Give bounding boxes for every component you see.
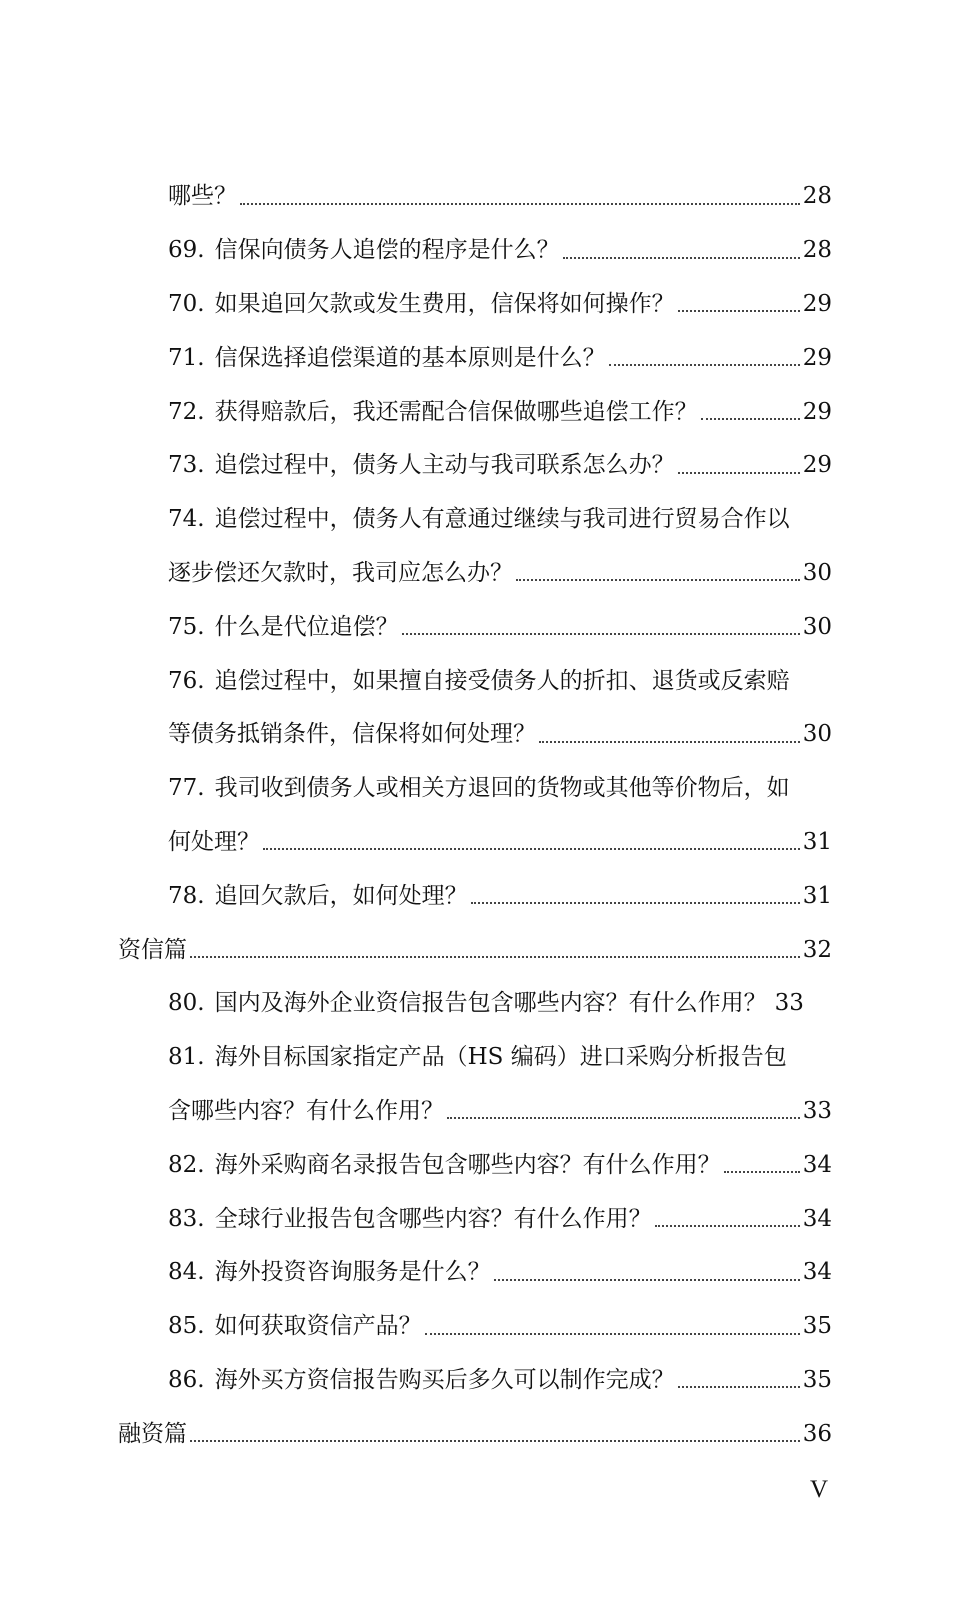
toc-entry-text: 获得赔款后，我还需配合信保做哪些追偿工作？ — [214, 398, 698, 425]
toc-page-number: 30 — [802, 721, 832, 748]
toc-entry-first-line[interactable] — [0, 654, 832, 708]
toc-entry[interactable] — [0, 224, 832, 278]
toc-entry[interactable] — [0, 977, 844, 1031]
toc-entry-number: 70. — [168, 290, 205, 317]
toc-page-number: 34 — [802, 1259, 832, 1286]
toc-entry-title — [168, 992, 767, 1015]
toc-entry-title — [168, 882, 468, 909]
page-number-footer: V — [809, 1476, 828, 1503]
toc-entry-text: 全球行业报告包含哪些内容？有什么作用？ — [214, 1205, 652, 1232]
toc-entry-title: 哪些？ — [168, 183, 237, 210]
toc-entry-text: 信保向债务人追偿的程序是什么？ — [214, 237, 560, 264]
toc-entry-continuation[interactable] — [0, 1085, 832, 1139]
toc-entry-continuation[interactable] — [0, 708, 832, 762]
toc-page-number: 30 — [802, 559, 832, 586]
toc-entry-title: 含哪些内容？有什么作用？ — [168, 1097, 444, 1124]
toc-page-number: 34 — [802, 1151, 832, 1178]
toc-entry-title: 何处理？ — [168, 828, 260, 855]
toc-section-heading[interactable] — [0, 923, 832, 977]
toc-entry-text: 如何获取资信产品？ — [214, 1313, 422, 1340]
toc-entry-first-line[interactable] — [0, 1031, 832, 1085]
dot-leader — [263, 848, 800, 850]
dot-leader — [447, 1117, 800, 1119]
toc-entry-number: 75. — [168, 613, 205, 640]
toc-entry-title — [168, 239, 560, 262]
toc-entry-first-line[interactable] — [0, 493, 832, 547]
toc-page-number: 29 — [802, 398, 832, 425]
toc-entry-title — [168, 508, 790, 531]
dot-leader — [240, 203, 800, 205]
toc-entry-title: 等债务抵销条件，信保将如何处理？ — [168, 721, 536, 748]
toc-page-number: 33 — [802, 1097, 832, 1124]
toc-entry-number: 71. — [168, 344, 205, 371]
toc-entry-number: 80. — [168, 990, 205, 1017]
toc-page-number: 34 — [802, 1205, 832, 1232]
toc-entry-number: 74. — [168, 506, 205, 533]
toc-entry-number: 78. — [168, 882, 205, 909]
dot-leader — [494, 1279, 800, 1281]
toc-entry-title — [168, 777, 790, 800]
toc-entry-title — [168, 1315, 422, 1338]
toc-entry-title — [168, 1046, 787, 1069]
dot-leader — [678, 1386, 800, 1388]
toc-section-title: 融资篇 — [118, 1420, 187, 1447]
toc-entry-title — [168, 1261, 491, 1284]
toc-entry-number: 76. — [168, 667, 205, 694]
toc-page-number: 32 — [802, 936, 832, 963]
toc-entry-first-line[interactable] — [0, 762, 832, 816]
toc-entry[interactable] — [0, 600, 832, 654]
toc-entry-text: 追偿过程中，债务人主动与我司联系怎么办？ — [214, 452, 675, 479]
toc-entry-title — [168, 667, 790, 694]
toc-entry[interactable] — [0, 1246, 832, 1300]
dot-leader — [471, 902, 800, 904]
toc-page-number: 28 — [802, 183, 832, 210]
toc-entry-number: 72. — [168, 398, 205, 425]
toc-page-number: 31 — [802, 828, 832, 855]
toc-entry[interactable] — [0, 170, 832, 224]
toc-page-number: 29 — [802, 290, 832, 317]
toc-entry-title — [168, 454, 675, 477]
toc-entry-text: 如果追回欠款或发生费用，信保将如何操作？ — [214, 290, 675, 317]
dot-leader — [425, 1333, 800, 1335]
toc-section-heading[interactable] — [0, 1407, 832, 1461]
toc-entry[interactable] — [0, 278, 832, 332]
toc-page-number: 29 — [802, 452, 832, 479]
toc-entry-number: 83. — [168, 1205, 205, 1232]
toc-entry-title — [168, 1205, 652, 1232]
toc-entry[interactable] — [0, 439, 832, 493]
dot-leader — [678, 310, 800, 312]
toc-entry-number: 77. — [168, 775, 205, 802]
toc-entry-text: 我司收到债务人或相关方退回的货物或其他等价物后，如 — [214, 775, 790, 802]
toc-entry-text: 海外采购商名录报告包含哪些内容？有什么作用？ — [214, 1151, 721, 1178]
toc-entry-text: 海外买方资信报告购买后多久可以制作完成？ — [214, 1366, 675, 1393]
toc-entry-text: 信保选择追偿渠道的基本原则是什么？ — [214, 344, 606, 371]
dot-leader — [563, 257, 800, 259]
toc-page-number: 28 — [802, 237, 832, 264]
dot-leader — [724, 1171, 800, 1173]
toc-section-title: 资信篇 — [118, 936, 187, 963]
dot-leader — [701, 418, 800, 420]
toc-entry-title — [168, 290, 675, 317]
table-of-contents — [0, 170, 953, 1461]
toc-entry-title — [168, 1151, 721, 1178]
toc-entry-continuation[interactable] — [0, 547, 832, 601]
dot-leader — [539, 741, 800, 743]
toc-page-number: 30 — [802, 613, 832, 640]
toc-page-number: 35 — [802, 1313, 832, 1340]
toc-entry-text: 海外目标国家指定产品（HS 编码）进口采购分析报告包 — [214, 1044, 787, 1071]
toc-entry-text: 追回欠款后，如何处理？ — [214, 882, 468, 909]
toc-entry-text: 国内及海外企业资信报告包含哪些内容？有什么作用？ — [214, 990, 767, 1017]
toc-entry[interactable] — [0, 1354, 832, 1408]
toc-entry-text: 追偿过程中，债务人有意通过继续与我司进行贸易合作以 — [214, 506, 790, 533]
dot-leader — [402, 633, 800, 635]
toc-entry[interactable] — [0, 1192, 832, 1246]
dot-leader — [678, 472, 800, 474]
toc-page-number: 31 — [802, 882, 832, 909]
toc-entry[interactable] — [0, 385, 832, 439]
toc-entry-number: 69. — [168, 237, 205, 264]
toc-entry-number: 86. — [168, 1366, 205, 1393]
toc-entry-number: 73. — [168, 452, 205, 479]
toc-entry-number: 81. — [168, 1044, 205, 1071]
toc-entry-number: 82. — [168, 1151, 205, 1178]
toc-entry-title — [168, 344, 606, 371]
toc-entry[interactable] — [0, 869, 832, 923]
dot-leader — [609, 364, 800, 366]
toc-entry-title — [168, 1366, 675, 1393]
dot-leader — [190, 956, 800, 958]
dot-leader — [655, 1225, 800, 1227]
dot-leader — [190, 1440, 800, 1442]
toc-page-number: 35 — [802, 1366, 832, 1393]
toc-entry-title — [168, 398, 698, 425]
toc-entry-text: 海外投资咨询服务是什么？ — [214, 1259, 491, 1286]
toc-entry[interactable] — [0, 1138, 832, 1192]
toc-page-number: 33 — [774, 990, 804, 1017]
toc-entry-text: 什么是代位追偿？ — [214, 613, 399, 640]
toc-entry[interactable] — [0, 331, 832, 385]
toc-entry-title: 逐步偿还欠款时，我司应怎么办？ — [168, 559, 513, 586]
toc-page-number: 36 — [802, 1420, 832, 1447]
dot-leader — [516, 579, 800, 581]
toc-entry-text: 追偿过程中，如果擅自接受债务人的折扣、退货或反索赔 — [214, 667, 790, 694]
toc-page-number: 29 — [802, 344, 832, 371]
toc-entry-number: 84. — [168, 1259, 205, 1286]
toc-entry-title — [168, 613, 399, 640]
toc-entry-continuation[interactable] — [0, 816, 832, 870]
toc-entry[interactable] — [0, 1300, 832, 1354]
toc-entry-number: 85. — [168, 1313, 205, 1340]
